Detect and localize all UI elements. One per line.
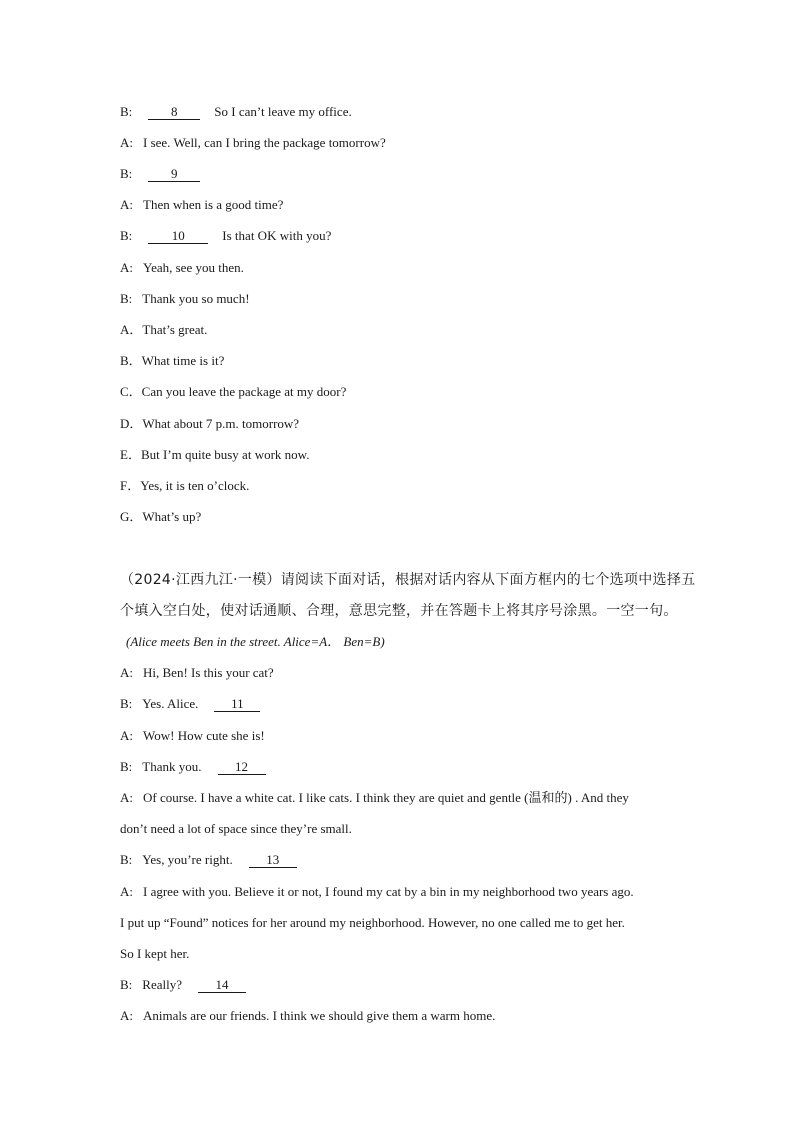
speaker-label: A:: [120, 790, 133, 805]
option-item: [120, 382, 680, 402]
option-text: But I’m quite busy at work now.: [140, 447, 310, 462]
option-text: Can you leave the package at my door?: [141, 384, 347, 399]
speaker-label: A:: [120, 135, 133, 150]
option-item: [120, 445, 680, 465]
answer-blank[interactable]: 11: [214, 696, 260, 712]
dialogue-text: Animals are our friends. I think we should give them a warm home.: [143, 1008, 496, 1023]
answer-blank[interactable]: 12: [218, 759, 266, 775]
dialogue-line: [120, 757, 680, 777]
option-letter: C．: [120, 384, 142, 399]
option-letter: B．: [120, 353, 142, 368]
dialogue-text: So I can’t leave my office.: [214, 104, 352, 119]
option-item: [120, 507, 680, 527]
option-letter: F．: [120, 478, 141, 493]
dialogue-line: [120, 258, 680, 278]
dialogue-line: [120, 133, 680, 153]
dialogue-text: Yes, you’re right.: [142, 852, 233, 867]
dialogue-line: [120, 663, 680, 683]
dialogue-line: [120, 726, 680, 746]
dialogue-text: Thank you so much!: [142, 291, 250, 306]
dialogue-line: [120, 1006, 680, 1026]
dialogue-text: Thank you.: [142, 759, 202, 774]
dialogue-text: I see. Well, can I bring the package tomorrow?: [143, 135, 386, 150]
answer-blank[interactable]: 9: [148, 166, 200, 182]
dialogue-line: [120, 102, 680, 122]
speaker-label: B:: [120, 852, 133, 867]
dialogue-text: Really?: [142, 977, 183, 992]
speaker-label: A:: [120, 260, 133, 275]
option-item: [120, 351, 680, 371]
speaker-label: B:: [120, 104, 133, 119]
dialogue-continuation: don’t need a lot of space since they’re small.: [120, 821, 352, 836]
dialogue-text: Then when is a good time?: [143, 197, 284, 212]
dialogue-line: [120, 164, 680, 184]
dialogue-line: [120, 850, 680, 870]
option-item: [120, 476, 680, 496]
option-text: What’s up?: [142, 509, 202, 524]
option-item: [120, 414, 680, 434]
option-text: What about 7 p.m. tomorrow?: [142, 416, 300, 431]
dialogue-line: [120, 195, 680, 215]
dialogue-line: [120, 975, 680, 995]
speaker-label: A:: [120, 665, 133, 680]
speaker-label: B:: [120, 977, 133, 992]
speaker-label: B:: [120, 166, 133, 181]
speaker-label: B:: [120, 696, 133, 711]
dialogue-line: [120, 694, 680, 714]
dialogue-text: Yes. Alice.: [142, 696, 199, 711]
option-letter: E．: [120, 447, 141, 462]
dialogue-text: Hi, Ben! Is this your cat?: [143, 665, 274, 680]
dialogue-setting: (Alice meets Ben in the street. Alice=A． Ben=B): [126, 634, 385, 649]
speaker-label: B:: [120, 291, 133, 306]
speaker-label: B:: [120, 759, 133, 774]
answer-blank[interactable]: 14: [198, 977, 246, 993]
answer-blank[interactable]: 13: [249, 852, 297, 868]
dialogue-line: [120, 882, 680, 902]
option-text: That’s great.: [142, 322, 208, 337]
speaker-label: B:: [120, 228, 133, 243]
question-instruction: （2024·江西九江·一模）请阅读下面对话，根据对话内容从下面方框内的七个选项中选择五: [120, 572, 696, 588]
dialogue-text: Wow! How cute she is!: [143, 728, 265, 743]
question-instruction: 个填入空白处，使对话通顺、合理，意思完整，并在答题卡上将其序号涂黑。一空一句。: [120, 603, 678, 619]
answer-blank[interactable]: 8: [148, 104, 200, 120]
dialogue-line: [120, 226, 680, 246]
option-letter: A．: [120, 322, 143, 337]
option-item: [120, 320, 680, 340]
option-letter: D．: [120, 416, 143, 431]
dialogue-text: Is that OK with you?: [222, 228, 332, 243]
dialogue-line: [120, 289, 680, 309]
dialogue-text: Yeah, see you then.: [143, 260, 244, 275]
dialogue-continuation: I put up “Found” notices for her around my neighborhood. However, no one called me to get her.: [120, 915, 625, 930]
dialogue-line: [120, 788, 680, 808]
option-text: Yes, it is ten o’clock.: [140, 478, 250, 493]
speaker-label: A:: [120, 197, 133, 212]
speaker-label: A:: [120, 884, 133, 899]
dialogue-text: Of course. I have a white cat. I like cats. I think they are quiet and gentle (温和的) . And they: [143, 790, 629, 805]
option-letter: G．: [120, 509, 143, 524]
dialogue-text: I agree with you. Believe it or not, I found my cat by a bin in my neighborhood two years ago.: [143, 884, 634, 899]
dialogue-continuation: So I kept her.: [120, 946, 190, 961]
option-text: What time is it?: [141, 353, 225, 368]
speaker-label: A:: [120, 1008, 133, 1023]
answer-blank[interactable]: 10: [148, 228, 208, 244]
speaker-label: A:: [120, 728, 133, 743]
